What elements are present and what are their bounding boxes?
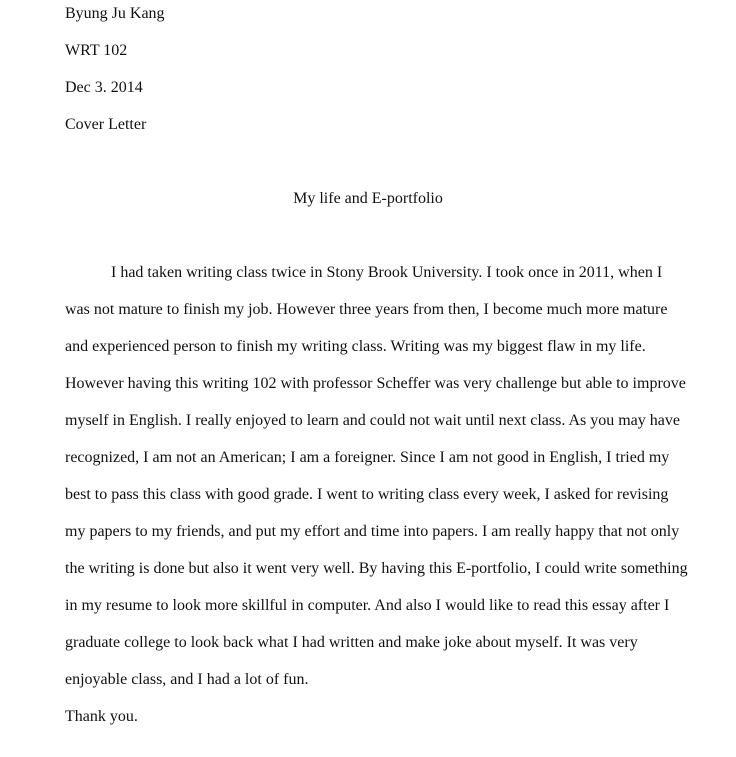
closing-text: Thank you. <box>65 708 138 725</box>
body-line: myself in English. I really enjoyed to learn and could not wait until next class. As you may have <box>65 412 680 429</box>
body-line: recognized, I am not an American; I am a foreigner. Since I am not good in English, I tried my <box>65 449 670 466</box>
author-name: Byung Ju Kang <box>65 5 165 22</box>
course-code: WRT 102 <box>65 42 128 59</box>
body-line: best to pass this class with good grade. I went to writing class every week, I asked for revising <box>65 486 669 503</box>
body-line: and experienced person to finish my writing class. Writing was my biggest flaw in my life. <box>65 338 646 355</box>
body-line: enjoyable class, and I had a lot of fun. <box>65 671 309 688</box>
essay-title: My life and E-portfolio <box>293 190 443 207</box>
body-line: my papers to my friends, and put my effort and time into papers. I am really happy that not only <box>65 523 680 540</box>
body-line: graduate college to look back what I had written and make joke about myself. It was very <box>65 634 638 651</box>
body-line: the writing is done but also it went very well. By having this E-portfolio, I could write something <box>65 560 688 577</box>
document-date: Dec 3. 2014 <box>65 79 143 96</box>
document-type: Cover Letter <box>65 116 147 133</box>
body-line: I had taken writing class twice in Stony Brook University. I took once in 2011, when I <box>111 264 663 281</box>
body-line: in my resume to look more skillful in computer. And also I would like to read this essay after I <box>65 597 670 614</box>
body-line: was not mature to finish my job. However three years from then, I become much more mature <box>65 301 668 318</box>
body-line: However having this writing 102 with professor Scheffer was very challenge but able to improve <box>65 375 686 392</box>
